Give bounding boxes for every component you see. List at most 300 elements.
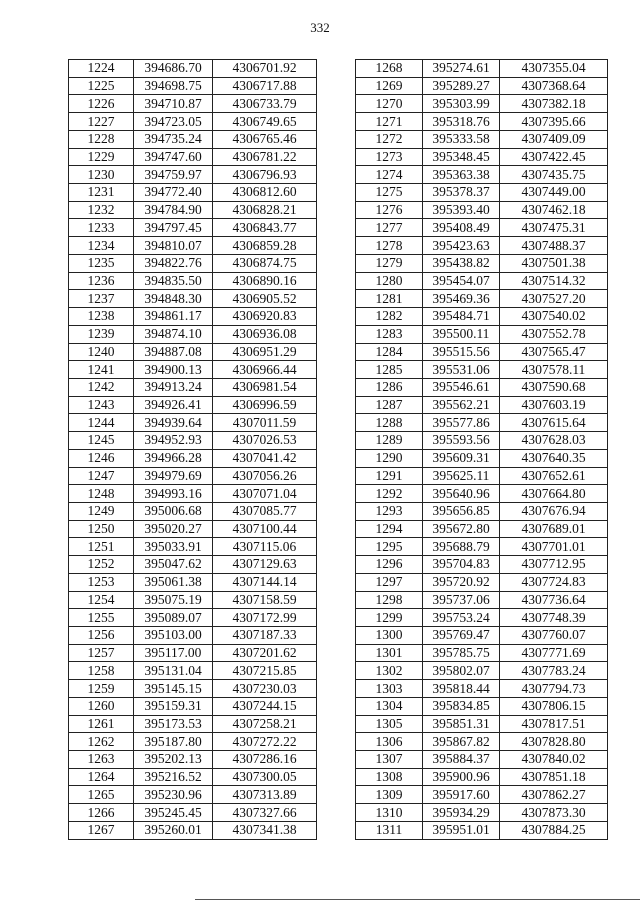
point-number-cell: 1305 [356, 715, 423, 733]
x-coordinate-cell: 395609.31 [423, 449, 500, 467]
y-coordinate-cell: 4306765.46 [213, 130, 317, 148]
y-coordinate-cell: 4306796.93 [213, 166, 317, 184]
y-coordinate-cell: 4307828.80 [500, 733, 608, 751]
x-coordinate-cell: 394735.24 [134, 130, 213, 148]
y-coordinate-cell: 4306936.08 [213, 325, 317, 343]
x-coordinate-cell: 395245.45 [134, 804, 213, 822]
point-number-cell: 1251 [69, 538, 134, 556]
x-coordinate-cell: 395593.56 [423, 432, 500, 450]
y-coordinate-cell: 4307552.78 [500, 325, 608, 343]
point-number-cell: 1247 [69, 467, 134, 485]
point-number-cell: 1295 [356, 538, 423, 556]
y-coordinate-cell: 4307701.01 [500, 538, 608, 556]
y-coordinate-cell: 4307760.07 [500, 627, 608, 645]
x-coordinate-cell: 395363.38 [423, 166, 500, 184]
table-row [356, 821, 608, 839]
x-coordinate-cell: 395500.11 [423, 325, 500, 343]
table-row [356, 573, 608, 591]
table-row [69, 272, 317, 290]
y-coordinate-cell: 4307258.21 [213, 715, 317, 733]
point-number-cell: 1234 [69, 237, 134, 255]
point-number-cell: 1233 [69, 219, 134, 237]
table-row [356, 591, 608, 609]
table-row [69, 343, 317, 361]
y-coordinate-cell: 4307368.64 [500, 77, 608, 95]
point-number-cell: 1276 [356, 201, 423, 219]
table-row [356, 432, 608, 450]
y-coordinate-cell: 4307129.63 [213, 556, 317, 574]
page-number: 332 [310, 20, 330, 35]
table-row [69, 201, 317, 219]
y-coordinate-cell: 4307873.30 [500, 804, 608, 822]
y-coordinate-cell: 4307540.02 [500, 308, 608, 326]
y-coordinate-cell: 4306981.54 [213, 378, 317, 396]
table-row [69, 237, 317, 255]
y-coordinate-cell: 4307313.89 [213, 786, 317, 804]
point-number-cell: 1269 [356, 77, 423, 95]
point-number-cell: 1294 [356, 520, 423, 538]
y-coordinate-cell: 4307806.15 [500, 697, 608, 715]
y-coordinate-cell: 4307590.68 [500, 378, 608, 396]
table-row [356, 697, 608, 715]
x-coordinate-cell: 395047.62 [134, 556, 213, 574]
point-number-cell: 1257 [69, 644, 134, 662]
y-coordinate-cell: 4306717.88 [213, 77, 317, 95]
y-coordinate-cell: 4307435.75 [500, 166, 608, 184]
table-row [356, 95, 608, 113]
y-coordinate-cell: 4307056.26 [213, 467, 317, 485]
y-coordinate-cell: 4307578.11 [500, 361, 608, 379]
point-number-cell: 1272 [356, 130, 423, 148]
table-row [356, 254, 608, 272]
y-coordinate-cell: 4307794.73 [500, 680, 608, 698]
x-coordinate-cell: 394759.97 [134, 166, 213, 184]
table-row [69, 95, 317, 113]
table-row [356, 166, 608, 184]
point-number-cell: 1259 [69, 680, 134, 698]
x-coordinate-cell: 395289.27 [423, 77, 500, 95]
table-row [69, 733, 317, 751]
y-coordinate-cell: 4307286.16 [213, 751, 317, 769]
x-coordinate-cell: 395006.68 [134, 502, 213, 520]
table-row [69, 432, 317, 450]
point-number-cell: 1266 [69, 804, 134, 822]
table-row [356, 113, 608, 131]
table-row [356, 751, 608, 769]
point-number-cell: 1281 [356, 290, 423, 308]
x-coordinate-cell: 395753.24 [423, 609, 500, 627]
x-coordinate-cell: 395145.15 [134, 680, 213, 698]
point-number-cell: 1309 [356, 786, 423, 804]
x-coordinate-cell: 394913.24 [134, 378, 213, 396]
point-number-cell: 1261 [69, 715, 134, 733]
y-coordinate-cell: 4307409.09 [500, 130, 608, 148]
point-number-cell: 1265 [69, 786, 134, 804]
point-number-cell: 1311 [356, 821, 423, 839]
x-coordinate-cell: 395438.82 [423, 254, 500, 272]
point-number-cell: 1271 [356, 113, 423, 131]
point-number-cell: 1304 [356, 697, 423, 715]
point-number-cell: 1239 [69, 325, 134, 343]
y-coordinate-cell: 4307026.53 [213, 432, 317, 450]
table-row [356, 343, 608, 361]
y-coordinate-cell: 4306890.16 [213, 272, 317, 290]
table-row [69, 325, 317, 343]
point-number-cell: 1252 [69, 556, 134, 574]
point-number-cell: 1288 [356, 414, 423, 432]
y-coordinate-cell: 4306996.59 [213, 396, 317, 414]
table-row [356, 485, 608, 503]
y-coordinate-cell: 4307085.77 [213, 502, 317, 520]
bottom-rule [195, 899, 640, 900]
y-coordinate-cell: 4306966.44 [213, 361, 317, 379]
x-coordinate-cell: 395531.06 [423, 361, 500, 379]
x-coordinate-cell: 395515.56 [423, 343, 500, 361]
point-number-cell: 1262 [69, 733, 134, 751]
x-coordinate-cell: 395577.86 [423, 414, 500, 432]
y-coordinate-cell: 4307449.00 [500, 184, 608, 202]
y-coordinate-cell: 4307603.19 [500, 396, 608, 414]
point-number-cell: 1264 [69, 768, 134, 786]
table-row [69, 715, 317, 733]
table-row [69, 591, 317, 609]
x-coordinate-cell: 394966.28 [134, 449, 213, 467]
x-coordinate-cell: 395867.82 [423, 733, 500, 751]
coordinate-table-left [68, 59, 317, 840]
table-row [69, 148, 317, 166]
point-number-cell: 1260 [69, 697, 134, 715]
y-coordinate-cell: 4306905.52 [213, 290, 317, 308]
x-coordinate-cell: 395216.52 [134, 768, 213, 786]
table-row [356, 733, 608, 751]
point-number-cell: 1227 [69, 113, 134, 131]
y-coordinate-cell: 4307300.05 [213, 768, 317, 786]
point-number-cell: 1297 [356, 573, 423, 591]
table-row [356, 609, 608, 627]
table-row [69, 254, 317, 272]
table-row [69, 556, 317, 574]
y-coordinate-cell: 4307041.42 [213, 449, 317, 467]
x-coordinate-cell: 394861.17 [134, 308, 213, 326]
y-coordinate-cell: 4307100.44 [213, 520, 317, 538]
x-coordinate-cell: 394723.05 [134, 113, 213, 131]
y-coordinate-cell: 4307501.38 [500, 254, 608, 272]
table-row [356, 201, 608, 219]
point-number-cell: 1293 [356, 502, 423, 520]
point-number-cell: 1275 [356, 184, 423, 202]
table-row [69, 414, 317, 432]
y-coordinate-cell: 4307462.18 [500, 201, 608, 219]
x-coordinate-cell: 395672.80 [423, 520, 500, 538]
table-row [69, 609, 317, 627]
x-coordinate-cell: 394810.07 [134, 237, 213, 255]
y-coordinate-cell: 4306781.22 [213, 148, 317, 166]
point-number-cell: 1229 [69, 148, 134, 166]
table-row [69, 449, 317, 467]
point-number-cell: 1258 [69, 662, 134, 680]
x-coordinate-cell: 394822.76 [134, 254, 213, 272]
x-coordinate-cell: 395737.06 [423, 591, 500, 609]
y-coordinate-cell: 4307327.66 [213, 804, 317, 822]
point-number-cell: 1284 [356, 343, 423, 361]
y-coordinate-cell: 4307201.62 [213, 644, 317, 662]
point-number-cell: 1242 [69, 378, 134, 396]
point-number-cell: 1290 [356, 449, 423, 467]
point-number-cell: 1287 [356, 396, 423, 414]
y-coordinate-cell: 4307748.39 [500, 609, 608, 627]
point-number-cell: 1235 [69, 254, 134, 272]
point-number-cell: 1296 [356, 556, 423, 574]
y-coordinate-cell: 4307640.35 [500, 449, 608, 467]
point-number-cell: 1226 [69, 95, 134, 113]
point-number-cell: 1243 [69, 396, 134, 414]
y-coordinate-cell: 4307355.04 [500, 60, 608, 78]
point-number-cell: 1230 [69, 166, 134, 184]
table-row [69, 644, 317, 662]
table-row [69, 184, 317, 202]
y-coordinate-cell: 4307488.37 [500, 237, 608, 255]
table-row [69, 680, 317, 698]
table-row [356, 644, 608, 662]
table-row [69, 627, 317, 645]
point-number-cell: 1245 [69, 432, 134, 450]
table-row [69, 290, 317, 308]
table-row [69, 804, 317, 822]
x-coordinate-cell: 395834.85 [423, 697, 500, 715]
x-coordinate-cell: 395934.29 [423, 804, 500, 822]
table-row [69, 166, 317, 184]
table-row [356, 449, 608, 467]
y-coordinate-cell: 4307676.94 [500, 502, 608, 520]
y-coordinate-cell: 4306701.92 [213, 60, 317, 78]
table-row [69, 308, 317, 326]
x-coordinate-cell: 395484.71 [423, 308, 500, 326]
table-row [69, 786, 317, 804]
y-coordinate-cell: 4307115.06 [213, 538, 317, 556]
x-coordinate-cell: 395785.75 [423, 644, 500, 662]
table-row [356, 556, 608, 574]
y-coordinate-cell: 4307230.03 [213, 680, 317, 698]
y-coordinate-cell: 4307851.18 [500, 768, 608, 786]
x-coordinate-cell: 394952.93 [134, 432, 213, 450]
table-row [356, 378, 608, 396]
x-coordinate-cell: 395318.76 [423, 113, 500, 131]
point-number-cell: 1278 [356, 237, 423, 255]
x-coordinate-cell: 394926.41 [134, 396, 213, 414]
table-row [69, 502, 317, 520]
point-number-cell: 1310 [356, 804, 423, 822]
y-coordinate-cell: 4306733.79 [213, 95, 317, 113]
x-coordinate-cell: 395769.47 [423, 627, 500, 645]
point-number-cell: 1298 [356, 591, 423, 609]
x-coordinate-cell: 394747.60 [134, 148, 213, 166]
x-coordinate-cell: 395704.83 [423, 556, 500, 574]
y-coordinate-cell: 4307187.33 [213, 627, 317, 645]
table-row [69, 538, 317, 556]
x-coordinate-cell: 395900.96 [423, 768, 500, 786]
y-coordinate-cell: 4307158.59 [213, 591, 317, 609]
point-number-cell: 1256 [69, 627, 134, 645]
table-row [356, 148, 608, 166]
x-coordinate-cell: 395818.44 [423, 680, 500, 698]
table-row [356, 184, 608, 202]
x-coordinate-cell: 395348.45 [423, 148, 500, 166]
x-coordinate-cell: 395202.13 [134, 751, 213, 769]
point-number-cell: 1228 [69, 130, 134, 148]
table-row [356, 130, 608, 148]
x-coordinate-cell: 394887.08 [134, 343, 213, 361]
x-coordinate-cell: 395230.96 [134, 786, 213, 804]
table-row [69, 77, 317, 95]
y-coordinate-cell: 4307341.38 [213, 821, 317, 839]
x-coordinate-cell: 395688.79 [423, 538, 500, 556]
point-number-cell: 1301 [356, 644, 423, 662]
y-coordinate-cell: 4307817.51 [500, 715, 608, 733]
table-row [356, 467, 608, 485]
x-coordinate-cell: 394835.50 [134, 272, 213, 290]
point-number-cell: 1255 [69, 609, 134, 627]
x-coordinate-cell: 395089.07 [134, 609, 213, 627]
table-row [356, 272, 608, 290]
y-coordinate-cell: 4307422.45 [500, 148, 608, 166]
point-number-cell: 1268 [356, 60, 423, 78]
table-row [69, 573, 317, 591]
x-coordinate-cell: 395260.01 [134, 821, 213, 839]
table-row [69, 361, 317, 379]
point-number-cell: 1225 [69, 77, 134, 95]
table-row [356, 308, 608, 326]
y-coordinate-cell: 4307724.83 [500, 573, 608, 591]
y-coordinate-cell: 4307712.95 [500, 556, 608, 574]
x-coordinate-cell: 395020.27 [134, 520, 213, 538]
y-coordinate-cell: 4307144.14 [213, 573, 317, 591]
y-coordinate-cell: 4306749.65 [213, 113, 317, 131]
y-coordinate-cell: 4307652.61 [500, 467, 608, 485]
point-number-cell: 1267 [69, 821, 134, 839]
point-number-cell: 1307 [356, 751, 423, 769]
point-number-cell: 1308 [356, 768, 423, 786]
x-coordinate-cell: 395131.04 [134, 662, 213, 680]
table-row [356, 77, 608, 95]
x-coordinate-cell: 394993.16 [134, 485, 213, 503]
x-coordinate-cell: 395103.00 [134, 627, 213, 645]
x-coordinate-cell: 394797.45 [134, 219, 213, 237]
x-coordinate-cell: 395408.49 [423, 219, 500, 237]
x-coordinate-cell: 395851.31 [423, 715, 500, 733]
table-row [356, 804, 608, 822]
x-coordinate-cell: 394686.70 [134, 60, 213, 78]
x-coordinate-cell: 394710.87 [134, 95, 213, 113]
x-coordinate-cell: 395393.40 [423, 201, 500, 219]
y-coordinate-cell: 4306874.75 [213, 254, 317, 272]
y-coordinate-cell: 4307628.03 [500, 432, 608, 450]
y-coordinate-cell: 4307527.20 [500, 290, 608, 308]
y-coordinate-cell: 4307615.64 [500, 414, 608, 432]
y-coordinate-cell: 4307783.24 [500, 662, 608, 680]
table-row [69, 751, 317, 769]
x-coordinate-cell: 394848.30 [134, 290, 213, 308]
point-number-cell: 1292 [356, 485, 423, 503]
y-coordinate-cell: 4307565.47 [500, 343, 608, 361]
table-row [356, 662, 608, 680]
y-coordinate-cell: 4307862.27 [500, 786, 608, 804]
table-row [69, 520, 317, 538]
table-row [69, 467, 317, 485]
y-coordinate-cell: 4307071.04 [213, 485, 317, 503]
table-row [69, 378, 317, 396]
x-coordinate-cell: 394900.13 [134, 361, 213, 379]
x-coordinate-cell: 395454.07 [423, 272, 500, 290]
y-coordinate-cell: 4307514.32 [500, 272, 608, 290]
point-number-cell: 1306 [356, 733, 423, 751]
table-row [356, 325, 608, 343]
y-coordinate-cell: 4307382.18 [500, 95, 608, 113]
table-row [356, 768, 608, 786]
table-row [356, 237, 608, 255]
x-coordinate-cell: 395469.36 [423, 290, 500, 308]
x-coordinate-cell: 395378.37 [423, 184, 500, 202]
x-coordinate-cell: 394874.10 [134, 325, 213, 343]
y-coordinate-cell: 4307884.25 [500, 821, 608, 839]
x-coordinate-cell: 394772.40 [134, 184, 213, 202]
x-coordinate-cell: 395117.00 [134, 644, 213, 662]
point-number-cell: 1291 [356, 467, 423, 485]
table-row [356, 396, 608, 414]
y-coordinate-cell: 4307771.69 [500, 644, 608, 662]
x-coordinate-cell: 395562.21 [423, 396, 500, 414]
point-number-cell: 1303 [356, 680, 423, 698]
point-number-cell: 1302 [356, 662, 423, 680]
point-number-cell: 1286 [356, 378, 423, 396]
table-row [69, 113, 317, 131]
table-row [69, 130, 317, 148]
y-coordinate-cell: 4307475.31 [500, 219, 608, 237]
x-coordinate-cell: 395173.53 [134, 715, 213, 733]
y-coordinate-cell: 4307664.80 [500, 485, 608, 503]
x-coordinate-cell: 395303.99 [423, 95, 500, 113]
point-number-cell: 1236 [69, 272, 134, 290]
x-coordinate-cell: 395075.19 [134, 591, 213, 609]
point-number-cell: 1241 [69, 361, 134, 379]
x-coordinate-cell: 395951.01 [423, 821, 500, 839]
table-row [69, 768, 317, 786]
x-coordinate-cell: 395187.80 [134, 733, 213, 751]
point-number-cell: 1273 [356, 148, 423, 166]
point-number-cell: 1240 [69, 343, 134, 361]
point-number-cell: 1224 [69, 60, 134, 78]
point-number-cell: 1263 [69, 751, 134, 769]
point-number-cell: 1283 [356, 325, 423, 343]
point-number-cell: 1246 [69, 449, 134, 467]
point-number-cell: 1238 [69, 308, 134, 326]
point-number-cell: 1280 [356, 272, 423, 290]
table-row [356, 414, 608, 432]
table-row [69, 60, 317, 78]
y-coordinate-cell: 4307840.02 [500, 751, 608, 769]
table-row [69, 219, 317, 237]
y-coordinate-cell: 4307172.99 [213, 609, 317, 627]
table-row [356, 786, 608, 804]
x-coordinate-cell: 394784.90 [134, 201, 213, 219]
table-row [356, 715, 608, 733]
y-coordinate-cell: 4307689.01 [500, 520, 608, 538]
table-row [356, 60, 608, 78]
table-row [356, 290, 608, 308]
x-coordinate-cell: 395061.38 [134, 573, 213, 591]
coordinate-table-right [355, 59, 608, 840]
y-coordinate-cell: 4307244.15 [213, 697, 317, 715]
point-number-cell: 1274 [356, 166, 423, 184]
